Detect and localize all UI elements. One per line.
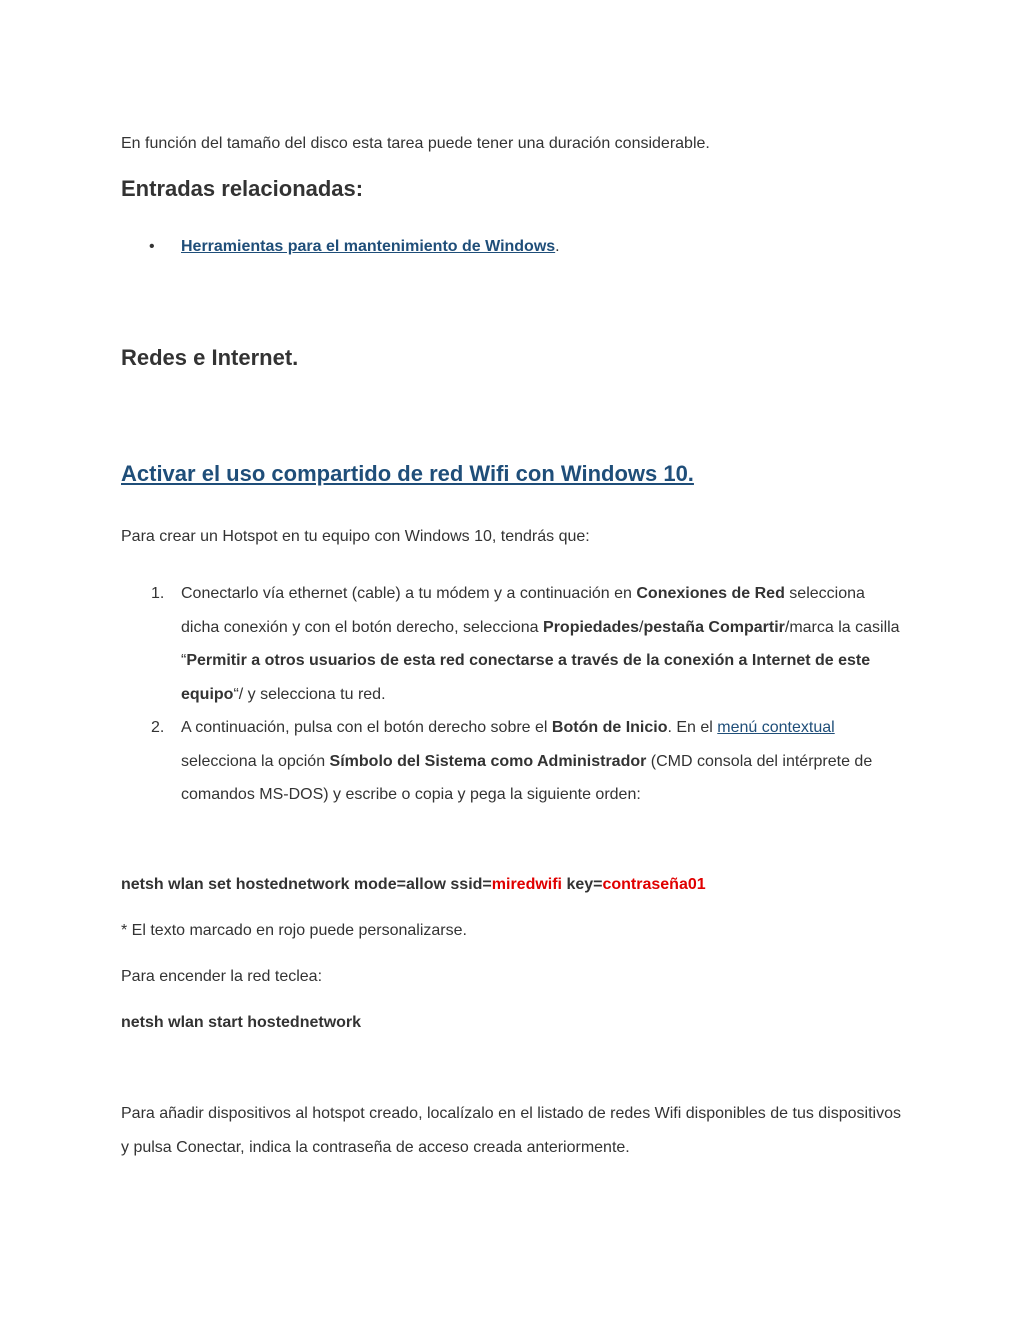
step-bold: pestaña Compartir [643, 618, 785, 636]
command-line-1 [121, 868, 706, 902]
step-text: selecciona la opción [181, 752, 330, 770]
article-title-link[interactable]: Activar el uso compartido de red Wifi con Windows 10. [121, 461, 694, 486]
step-bold: Permitir a otros usuarios de esta red conectarse a través de la conexión a Internet de este equipo [181, 652, 871, 703]
start-lead: Para encender la red teclea: [121, 968, 323, 985]
step-text: . En el [667, 719, 718, 736]
step-text: /marca la casilla “ [181, 618, 900, 669]
step-item [121, 711, 901, 812]
intro-paragraph: En función del tamaño del disco esta tarea puede tener una duración considerable. [121, 135, 710, 152]
command-text: netsh wlan set hostednetwork mode=allow ssid= [121, 876, 492, 893]
closing-paragraph: Para añadir dispositivos al hotspot creado, localízalo en el listado de redes Wifi disponibles de tus dispositivos y pulsa Conectar, indica la contraseña de acceso creada anteriormente. [121, 1105, 901, 1156]
step-text: selecciona dicha conexión y con el botón derecho, selecciona [181, 585, 865, 636]
command-text: key= [562, 876, 603, 893]
article-lead: Para crear un Hotspot en tu equipo con Windows 10, tendrás que: [121, 528, 590, 545]
step-text: “/ y selecciona tu red. [233, 685, 386, 703]
related-heading: Entradas relacionadas: [121, 176, 364, 201]
step-text: Conectarlo vía ethernet (cable) a tu módem y a continuación en [181, 585, 637, 602]
step-bold: Botón de Inicio [551, 719, 668, 736]
section-heading: Redes e Internet. [121, 345, 299, 370]
step-bold: Conexiones de Red [636, 585, 785, 602]
related-item-suffix: . [555, 238, 560, 255]
step-bold: Símbolo del Sistema como Administrador [329, 752, 647, 770]
context-menu-link[interactable]: menú contextual [717, 719, 835, 736]
command-line-2: netsh wlan start hostednetwork [121, 1014, 362, 1031]
step-item [121, 577, 901, 711]
step-text: (CMD consola del intérprete de comandos MS-DOS) y escribe o copia y pega la siguiente orden: [181, 752, 873, 803]
step-number: 1. [151, 585, 165, 602]
step-text: A continuación, pulsa con el botón derecho sobre el [181, 719, 552, 736]
steps-list [121, 577, 911, 812]
bullet-icon: • [149, 238, 155, 255]
command-ssid: miredwifi [491, 876, 562, 893]
step-bold: Propiedades [543, 618, 640, 636]
note-paragraph: * El texto marcado en rojo puede personalizarse. [121, 922, 467, 939]
step-number: 2. [151, 719, 165, 736]
related-item [181, 238, 560, 256]
step-text: / [639, 618, 644, 636]
command-key: contraseña01 [602, 876, 706, 893]
related-link[interactable]: Herramientas para el mantenimiento de Windows [181, 238, 556, 255]
